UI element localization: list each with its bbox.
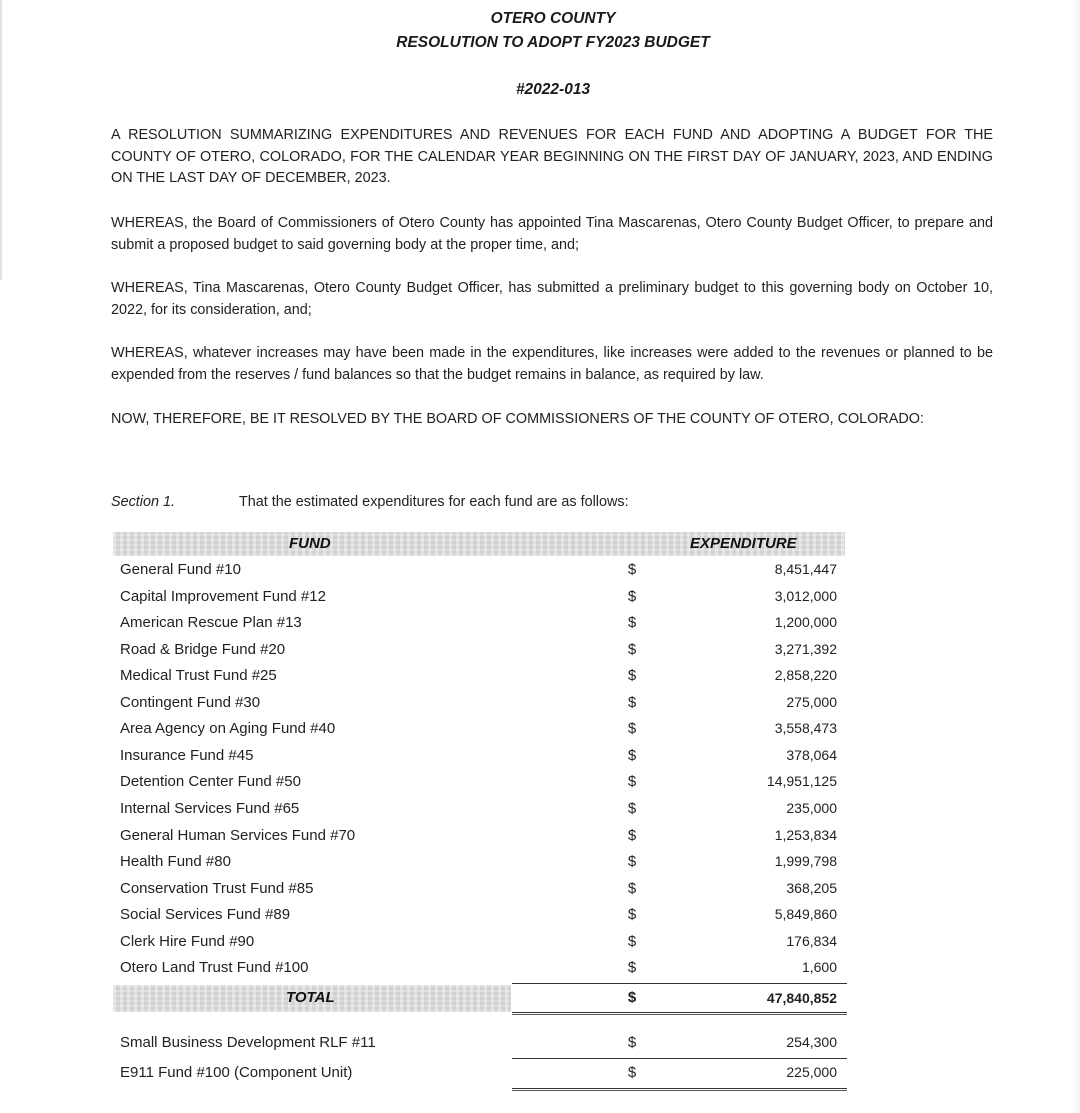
currency-symbol: $ [627, 879, 637, 897]
fund-name: Internal Services Fund #65 [120, 799, 300, 817]
additional-double-rule [512, 1088, 847, 1091]
currency-symbol: $ [627, 799, 637, 817]
expenditure-amount: 254,300 [786, 1034, 837, 1050]
fund-name: Medical Trust Fund #25 [120, 667, 277, 685]
table-row [0, 853, 1080, 880]
fund-name: Otero Land Trust Fund #100 [120, 959, 309, 977]
expenditure-amount: 8,451,447 [774, 561, 837, 577]
currency-symbol: $ [627, 1034, 637, 1051]
currency-symbol: $ [627, 667, 637, 685]
fund-name: Capital Improvement Fund #12 [120, 587, 326, 605]
total-top-rule [512, 983, 847, 984]
column-header-fund: FUND [289, 535, 331, 552]
expenditure-amount: 3,012,000 [774, 587, 837, 604]
fund-name: Conservation Trust Fund #85 [120, 879, 314, 897]
table-row [0, 667, 1080, 694]
expenditure-amount: 176,834 [786, 932, 837, 949]
whereas-clause-1: WHEREAS, the Board of Commissioners of Otero County has appointed Tina Mascarenas, Otero County Budget Officer, to prepare and submit a proposed budget to said governing body at the proper time, and; [111, 215, 993, 253]
table-row [0, 959, 1080, 986]
expenditure-amount: 235,000 [786, 799, 837, 816]
expenditure-amount: 378,064 [786, 746, 837, 763]
fund-name: Social Services Fund #89 [120, 906, 291, 924]
expenditure-amount: 225,000 [786, 1064, 837, 1080]
table-row [0, 773, 1080, 800]
total-double-rule [512, 1012, 847, 1015]
expenditure-amount: 1,253,834 [774, 826, 837, 843]
section-text: That the estimated expenditures for each fund are as follows: [239, 494, 629, 510]
expenditure-amount: 1,200,000 [774, 614, 837, 631]
whereas-clause-3: WHEREAS, whatever increases may have been made in the expenditures, like increases were added to the revenues or planned to be expended from the reserves / fund balances so that the budget remains in balance, as required by law. [111, 345, 993, 383]
fund-name: Road & Bridge Fund #20 [120, 640, 286, 658]
county-title: OTERO COUNTY [490, 10, 616, 27]
currency-symbol: $ [627, 640, 637, 658]
resolution-number: #2022-013 [515, 81, 591, 98]
expenditure-amount: 3,558,473 [774, 720, 837, 737]
expenditure-amount: 2,858,220 [774, 667, 837, 684]
expenditure-amount: 14,951,125 [766, 773, 837, 790]
expenditure-amount: 1,600 [801, 959, 837, 976]
table-row [0, 906, 1080, 933]
currency-symbol: $ [627, 614, 637, 632]
table-row [0, 800, 1080, 827]
currency-symbol: $ [627, 587, 637, 605]
expenditure-amount: 5,849,860 [774, 906, 837, 923]
additional-table-row [0, 1064, 1080, 1091]
total-currency: $ [627, 989, 637, 1006]
table-row [0, 561, 1080, 588]
fund-name: American Rescue Plan #13 [120, 614, 302, 632]
expenditure-amount: 3,271,392 [774, 640, 837, 657]
expenditure-amount: 368,205 [786, 879, 837, 896]
fund-name: Health Fund #80 [120, 853, 231, 871]
document-title: RESOLUTION TO ADOPT FY2023 BUDGET [396, 34, 710, 51]
whereas-clause-2: WHEREAS, Tina Mascarenas, Otero County Budget Officer, has submitted a preliminary budget to this governing body on October 10, 2022, for its consideration, and; [111, 280, 993, 318]
currency-symbol: $ [627, 853, 637, 871]
resolved-clause: NOW, THEREFORE, BE IT RESOLVED BY THE BOARD OF COMMISSIONERS OF THE COUNTY OF OTERO, COLORADO: [111, 411, 924, 427]
additional-table-row [0, 1034, 1080, 1061]
currency-symbol: $ [627, 932, 637, 950]
fund-name: Small Business Development RLF #11 [120, 1034, 376, 1051]
total-label: TOTAL [286, 989, 335, 1006]
section-1 [111, 494, 629, 510]
table-row [0, 588, 1080, 615]
currency-symbol: $ [627, 773, 637, 791]
table-row [0, 694, 1080, 721]
table-row [0, 720, 1080, 747]
table-row [0, 933, 1080, 960]
resolution-summary: A RESOLUTION SUMMARIZING EXPENDITURES AND REVENUES FOR EACH FUND AND ADOPTING A BUDGET FOR THE COUNTY OF OTERO, COLORADO, FOR THE CALENDAR YEAR BEGINNING ON THE FIRST DAY OF JANUARY, 2023, AND ENDING ON THE LAST DAY OF DECEMBER, 2023. [111, 127, 993, 186]
fund-name: General Human Services Fund #70 [120, 826, 356, 844]
currency-symbol: $ [627, 561, 637, 578]
additional-row-rule [512, 1058, 847, 1059]
currency-symbol: $ [627, 693, 637, 711]
fund-name: Area Agency on Aging Fund #40 [120, 720, 336, 738]
fund-name: Clerk Hire Fund #90 [120, 932, 255, 950]
currency-symbol: $ [627, 746, 637, 764]
expenditure-amount: 1,999,798 [774, 853, 837, 870]
table-row [0, 614, 1080, 641]
table-row [0, 747, 1080, 774]
column-header-expenditure: EXPENDITURE [690, 535, 797, 552]
currency-symbol: $ [627, 1064, 637, 1081]
fund-name: Detention Center Fund #50 [120, 773, 301, 791]
currency-symbol: $ [627, 906, 637, 924]
expenditure-amount: 275,000 [786, 693, 837, 710]
table-row [0, 641, 1080, 668]
table-row [0, 880, 1080, 907]
fund-name: Contingent Fund #30 [120, 693, 261, 711]
table-row [0, 827, 1080, 854]
currency-symbol: $ [627, 720, 637, 738]
section-label: Section 1. [111, 494, 175, 510]
fund-name: General Fund #10 [120, 561, 241, 578]
currency-symbol: $ [627, 826, 637, 844]
total-amount: 47,840,852 [766, 990, 837, 1006]
currency-symbol: $ [627, 959, 637, 977]
fund-name: E911 Fund #100 (Component Unit) [120, 1064, 353, 1081]
fund-name: Insurance Fund #45 [120, 746, 254, 764]
